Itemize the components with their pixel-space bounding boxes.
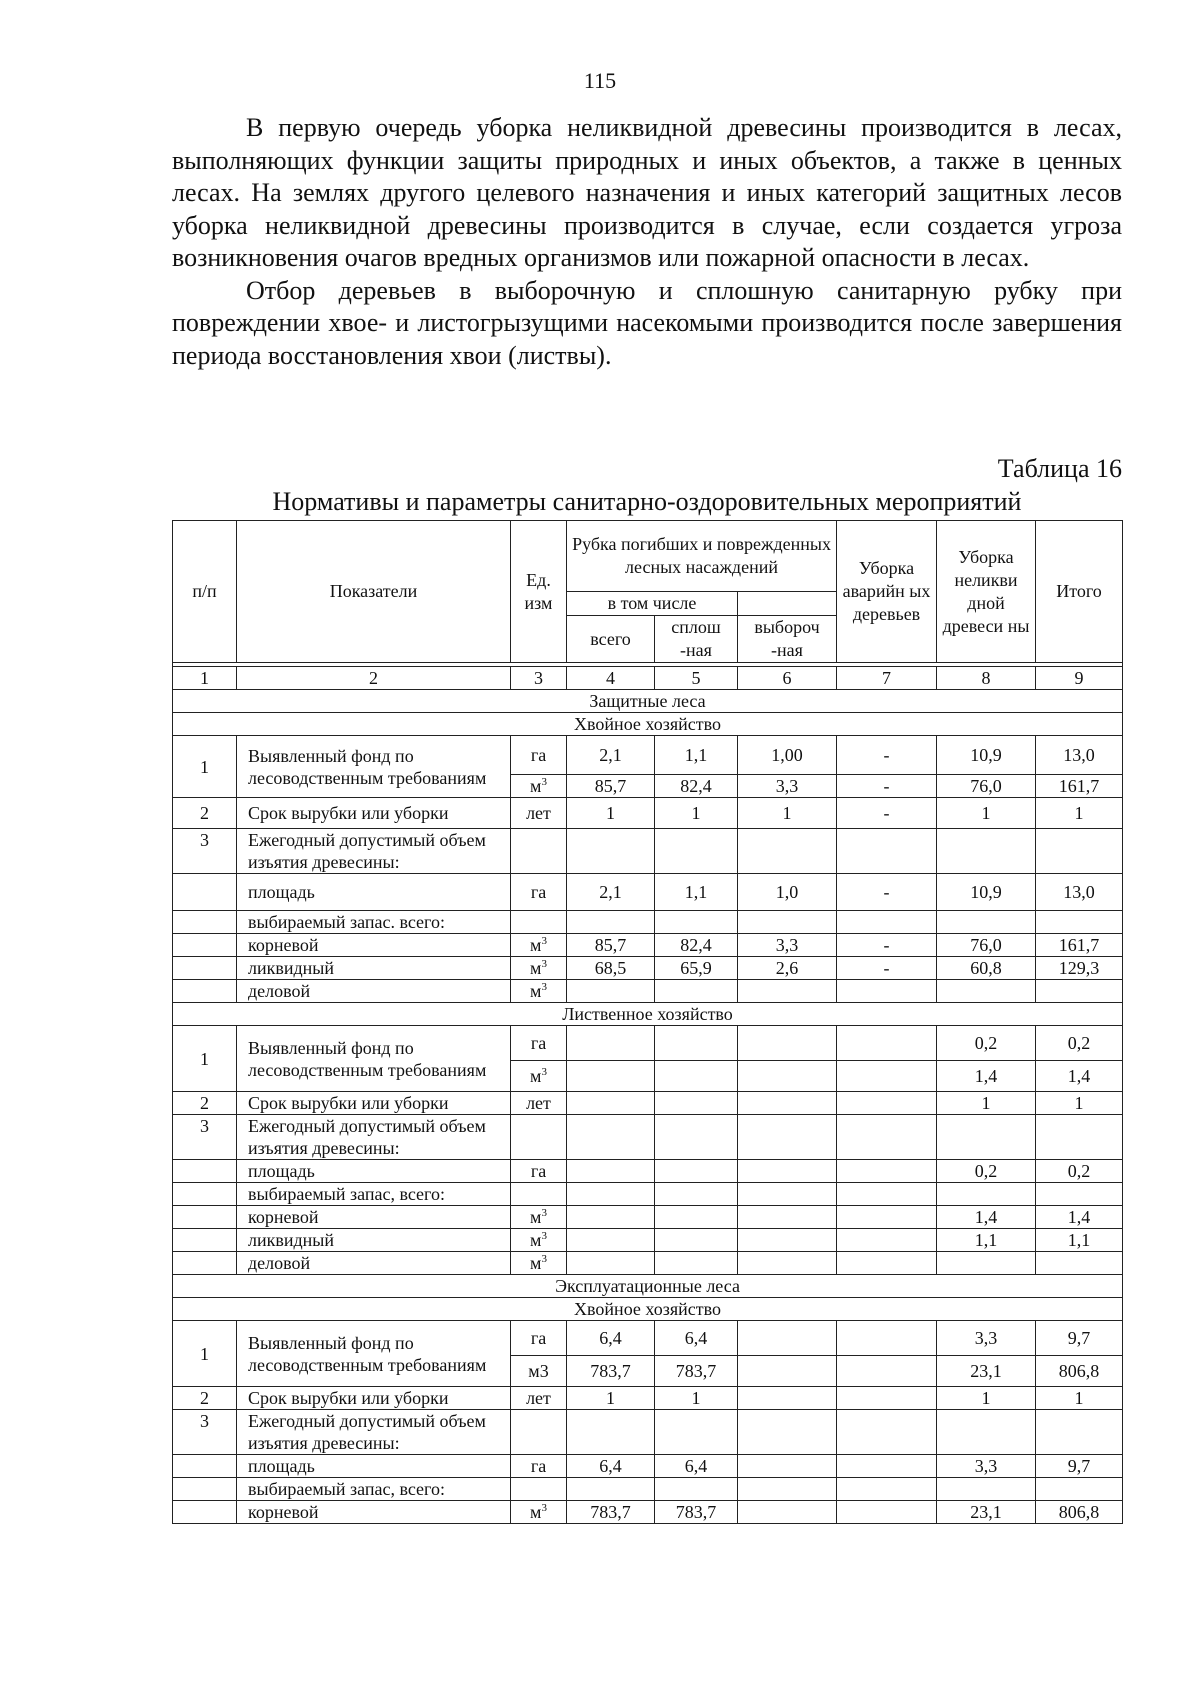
col-number: 7 xyxy=(837,667,937,690)
table-row xyxy=(173,980,1123,1003)
cell: 0,2 xyxy=(937,1026,1036,1061)
row-label: корневой xyxy=(237,1501,511,1524)
header-pp: п/п xyxy=(173,521,237,663)
header-total-all: всего xyxy=(567,616,655,663)
table-row xyxy=(173,874,1123,911)
section-row xyxy=(173,1275,1123,1298)
cell: 1 xyxy=(1036,798,1123,829)
unit-cell: $м^3$ xyxy=(511,980,567,1003)
cell: 0,2 xyxy=(1036,1026,1123,1061)
header-total: Итого xyxy=(1036,521,1123,663)
unit-cell: $м^3$ xyxy=(511,1061,567,1092)
header-emergency: Уборка аварийн ых деревьев xyxy=(837,521,937,663)
cell: - xyxy=(837,957,937,980)
row-label: ликвидный xyxy=(237,957,511,980)
table-row xyxy=(173,911,1123,934)
cell: 68,5 xyxy=(567,957,655,980)
cell: 0,2 xyxy=(1036,1160,1123,1183)
cell: 9,7 xyxy=(1036,1321,1123,1356)
cell: - xyxy=(837,934,937,957)
table-label: Таблица 16 xyxy=(997,454,1122,483)
column-number-row xyxy=(173,667,1123,690)
table-row xyxy=(173,1115,1123,1160)
table-title: Нормативы и параметры санитарно-оздоровительных мероприятий xyxy=(272,487,1022,516)
cell: 783,7 xyxy=(567,1501,655,1524)
cell: 1 xyxy=(567,1387,655,1410)
cell: 13,0 xyxy=(1036,736,1123,775)
cell: 1,1 xyxy=(655,736,738,775)
row-label: корневой xyxy=(237,934,511,957)
row-number: 3 xyxy=(173,1410,237,1455)
row-label: Выявленный фонд по лесоводственным требованиям xyxy=(237,1026,511,1092)
table-row xyxy=(173,1478,1123,1501)
cell: 161,7 xyxy=(1036,934,1123,957)
cell: 1 xyxy=(1036,1092,1123,1115)
row-label: Ежегодный допустимый объем изъятия древесины: xyxy=(237,1410,511,1455)
cell: - xyxy=(837,874,937,911)
unit-cell: $м^3$ xyxy=(511,1501,567,1524)
table-row xyxy=(173,829,1123,874)
row-number: 3 xyxy=(173,1115,237,1160)
row-label: площадь xyxy=(237,1160,511,1183)
col-number: 5 xyxy=(655,667,738,690)
cell: 85,7 xyxy=(567,934,655,957)
unit-cell: $м^3$ xyxy=(511,1206,567,1229)
cell: 60,8 xyxy=(937,957,1036,980)
table-header-row xyxy=(173,521,1123,592)
cell: 783,7 xyxy=(655,1501,738,1524)
cell: 2,6 xyxy=(738,957,837,980)
unit-cell: га xyxy=(511,874,567,911)
row-label: ликвидный xyxy=(237,1229,511,1252)
header-solid: сплош -ная xyxy=(655,616,738,663)
page-number: 115 xyxy=(583,68,617,93)
cell: 85,7 xyxy=(567,775,655,798)
cell: 3,3 xyxy=(937,1321,1036,1356)
cell: 6,4 xyxy=(567,1321,655,1356)
unit-cell: $м^3$ xyxy=(511,934,567,957)
cell: 6,4 xyxy=(655,1455,738,1478)
header-illiquid: Уборка неликви дной древеси ны xyxy=(937,521,1036,663)
cell: 6,4 xyxy=(655,1321,738,1356)
row-label: Ежегодный допустимый объем изъятия древесины: xyxy=(237,1115,511,1160)
table-row xyxy=(173,736,1123,775)
unit-cell: га xyxy=(511,1160,567,1183)
row-label: Срок вырубки или уборки xyxy=(237,1387,511,1410)
cell: 1 xyxy=(1036,1387,1123,1410)
cell: 1,4 xyxy=(937,1061,1036,1092)
row-label: площадь xyxy=(237,874,511,911)
cell: 1 xyxy=(655,1387,738,1410)
header-indicator: Показатели xyxy=(237,521,511,663)
row-number: 2 xyxy=(173,1092,237,1115)
table-row xyxy=(173,1321,1123,1356)
unit-cell: лет xyxy=(511,798,567,829)
row-label: выбираемый запас. всего: xyxy=(237,911,511,934)
header-incl: в том числе xyxy=(567,592,738,616)
cell: 3,3 xyxy=(937,1455,1036,1478)
row-number: 1 xyxy=(173,1026,237,1092)
cell: 1,0 xyxy=(738,874,837,911)
cell: 1,1 xyxy=(1036,1229,1123,1252)
row-label: Срок вырубки или уборки xyxy=(237,798,511,829)
cell: 1,4 xyxy=(1036,1061,1123,1092)
body-text xyxy=(172,112,1122,372)
table-row xyxy=(173,1252,1123,1275)
cell: - xyxy=(837,775,937,798)
table-row xyxy=(173,1092,1123,1115)
cell: - xyxy=(837,736,937,775)
cell: 1 xyxy=(655,798,738,829)
row-number: 3 xyxy=(173,829,237,874)
cell: 23,1 xyxy=(937,1356,1036,1387)
cell: 3,3 xyxy=(738,775,837,798)
cell: 82,4 xyxy=(655,775,738,798)
cell: 10,9 xyxy=(937,736,1036,775)
unit-cell: га xyxy=(511,1321,567,1356)
cell: 161,7 xyxy=(1036,775,1123,798)
unit-cell: лет xyxy=(511,1387,567,1410)
cell: 1,4 xyxy=(937,1206,1036,1229)
col-number: 2 xyxy=(237,667,511,690)
cell: 9,7 xyxy=(1036,1455,1123,1478)
cell: 6,4 xyxy=(567,1455,655,1478)
paragraph: Отбор деревьев в выборочную и сплошную санитарную рубку при повреждении хвое- и листогрызущими насекомыми производится после завершения периода восстановления хвои (листвы). xyxy=(172,275,1122,370)
table-row xyxy=(173,1183,1123,1206)
cell: 1 xyxy=(937,1387,1036,1410)
unit-cell: $м^3$ xyxy=(511,1252,567,1275)
unit-cell: га xyxy=(511,736,567,775)
cell: 129,3 xyxy=(1036,957,1123,980)
row-label: Срок вырубки или уборки xyxy=(237,1092,511,1115)
cell: 1 xyxy=(567,798,655,829)
row-label: Выявленный фонд по лесоводственным требованиям xyxy=(237,1321,511,1387)
unit-cell: $м^3$ xyxy=(511,775,567,798)
section-title: Хвойное хозяйство xyxy=(173,713,1123,736)
row-label: выбираемый запас, всего: xyxy=(237,1183,511,1206)
cell: 2,1 xyxy=(567,874,655,911)
cell: 76,0 xyxy=(937,775,1036,798)
norms-table xyxy=(172,520,1123,1524)
table-row xyxy=(173,1501,1123,1524)
row-number: 2 xyxy=(173,1387,237,1410)
table-row xyxy=(173,1160,1123,1183)
cell: 806,8 xyxy=(1036,1356,1123,1387)
cell: 1 xyxy=(738,798,837,829)
table-row xyxy=(173,798,1123,829)
row-label: площадь xyxy=(237,1455,511,1478)
cell: 1,4 xyxy=(1036,1206,1123,1229)
col-number: 9 xyxy=(1036,667,1123,690)
table-row xyxy=(173,1410,1123,1455)
col-number: 3 xyxy=(511,667,567,690)
cell: 3,3 xyxy=(738,934,837,957)
table-row xyxy=(173,1455,1123,1478)
cell: 1,00 xyxy=(738,736,837,775)
section-title: Эксплуатационные леса xyxy=(173,1275,1123,1298)
cell: 783,7 xyxy=(567,1356,655,1387)
unit-cell: м3 xyxy=(511,1356,567,1387)
section-row xyxy=(173,1298,1123,1321)
unit-cell: га xyxy=(511,1455,567,1478)
cell: 2,1 xyxy=(567,736,655,775)
row-label: выбираемый запас, всего: xyxy=(237,1478,511,1501)
cell: 1 xyxy=(937,798,1036,829)
section-row xyxy=(173,1003,1123,1026)
col-number: 8 xyxy=(937,667,1036,690)
table-row xyxy=(173,957,1123,980)
cell: 0,2 xyxy=(937,1160,1036,1183)
section-title: Лиственное хозяйство xyxy=(173,1003,1123,1026)
cell: 65,9 xyxy=(655,957,738,980)
row-label: корневой xyxy=(237,1206,511,1229)
unit-cell: $м^3$ xyxy=(511,1229,567,1252)
header-unit: Ед. изм xyxy=(511,521,567,663)
cell: 1 xyxy=(937,1092,1036,1115)
row-number: 1 xyxy=(173,736,237,798)
cell: 783,7 xyxy=(655,1356,738,1387)
section-title: Хвойное хозяйство xyxy=(173,1298,1123,1321)
cell: 82,4 xyxy=(655,934,738,957)
row-label: деловой xyxy=(237,980,511,1003)
cell: 76,0 xyxy=(937,934,1036,957)
table-row xyxy=(173,1026,1123,1061)
section-row xyxy=(173,713,1123,736)
table-row xyxy=(173,934,1123,957)
cell: 1,1 xyxy=(655,874,738,911)
header-selective: выбороч -ная xyxy=(738,616,837,663)
unit-cell: лет xyxy=(511,1092,567,1115)
cell: 23,1 xyxy=(937,1501,1036,1524)
col-number: 1 xyxy=(173,667,237,690)
section-row xyxy=(173,690,1123,713)
row-number: 1 xyxy=(173,1321,237,1387)
section-title: Защитные леса xyxy=(173,690,1123,713)
cell: 10,9 xyxy=(937,874,1036,911)
cell: 13,0 xyxy=(1036,874,1123,911)
row-number: 2 xyxy=(173,798,237,829)
row-label: деловой xyxy=(237,1252,511,1275)
cell: - xyxy=(837,798,937,829)
row-label: Выявленный фонд по лесоводственным требованиям xyxy=(237,736,511,798)
paragraph: В первую очередь уборка неликвидной древесины производится в лесах, выполняющих функции защиты природных и иных объектов, а также в ценных лесах. На землях другого целевого назначения и иных категорий защитных лесов уборка неликвидной древесины производится в случае, если создается угроза возникновения очагов вредных организмов или пожарной опасности в лесах. xyxy=(172,113,1122,272)
row-label: Ежегодный допустимый объем изъятия древесины: xyxy=(237,829,511,874)
header-felling: Рубка погибших и поврежденных лесных насаждений xyxy=(567,521,837,592)
col-number: 4 xyxy=(567,667,655,690)
table-row xyxy=(173,1387,1123,1410)
table-row xyxy=(173,1206,1123,1229)
col-number: 6 xyxy=(738,667,837,690)
cell: 806,8 xyxy=(1036,1501,1123,1524)
unit-cell: га xyxy=(511,1026,567,1061)
table-row xyxy=(173,1229,1123,1252)
cell: 1,1 xyxy=(937,1229,1036,1252)
unit-cell: $м^3$ xyxy=(511,957,567,980)
